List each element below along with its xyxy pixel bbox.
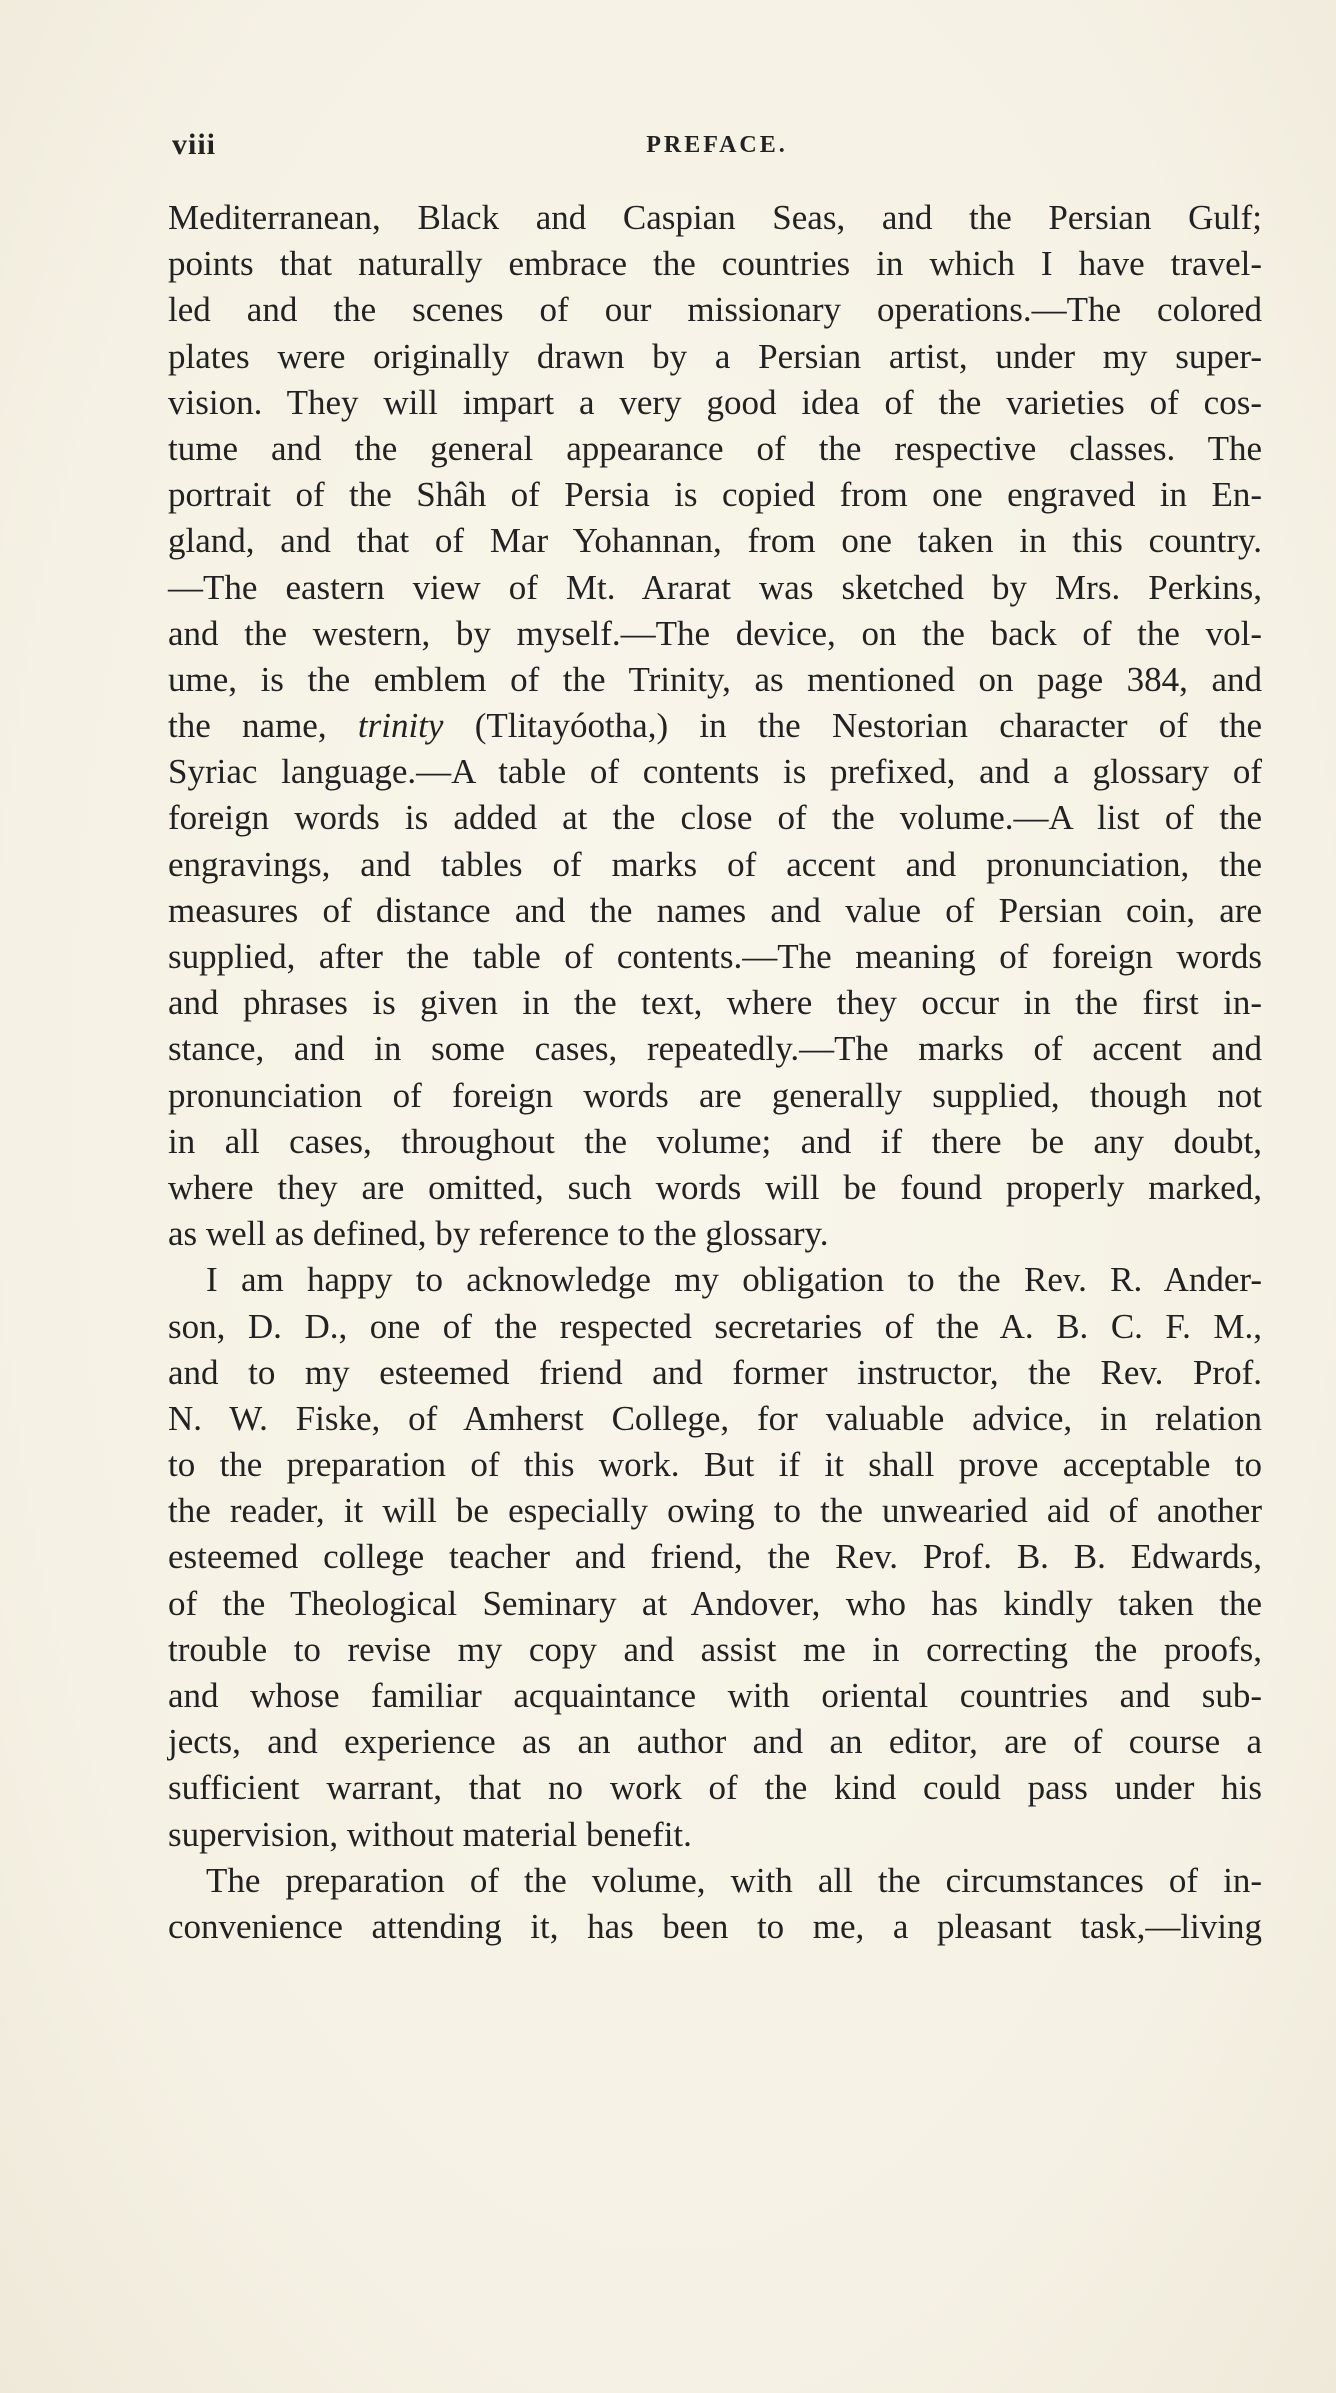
text-line: stance, and in some cases, repeatedly.—The marks of accent and bbox=[168, 1029, 1262, 1069]
text-line: foreign words is added at the close of the volume.—A list of the bbox=[168, 798, 1262, 838]
text-line: where they are omitted, such words will be found properly marked, bbox=[168, 1167, 1262, 1207]
text-line: the name, trinity (Tlitayóotha,) in the Nestorian character of the bbox=[168, 706, 1262, 746]
text-line: and whose familiar acquaintance with oriental countries and sub- bbox=[168, 1676, 1262, 1715]
text-line: Mediterranean, Black and Caspian Seas, and the Persian Gulf; bbox=[168, 198, 1262, 237]
paragraph bbox=[168, 1257, 1262, 1857]
running-title: PREFACE. bbox=[646, 132, 788, 158]
text-line: and to my esteemed friend and former instructor, the Rev. Prof. bbox=[168, 1352, 1262, 1392]
text-line: and the western, by myself.—The device, on the back of the vol- bbox=[168, 613, 1262, 653]
italic-word: trinity bbox=[357, 706, 444, 746]
text-line: in all cases, throughout the volume; and if there be any doubt, bbox=[168, 1121, 1262, 1161]
text-line: portrait of the Shâh of Persia is copied from one engraved in En- bbox=[168, 475, 1262, 515]
text-line: jects, and experience as an author and an editor, are of course a bbox=[168, 1722, 1262, 1762]
page-header bbox=[172, 128, 1262, 168]
text-line: engravings, and tables of marks of accent and pronunciation, the bbox=[168, 844, 1262, 884]
text-line: The preparation of the volume, with all the circumstances of in- bbox=[206, 1860, 1262, 1900]
text-line: trouble to revise my copy and assist me in correcting the proofs, bbox=[168, 1629, 1262, 1669]
text-line: supervision, without material benefit. bbox=[168, 1814, 692, 1854]
page-number: viii bbox=[172, 128, 217, 161]
text-line: as well as defined, by reference to the glossary. bbox=[168, 1214, 829, 1254]
text-line: Syriac language.—A table of contents is prefixed, and a glossary of bbox=[168, 752, 1262, 792]
text-line: led and the scenes of our missionary operations.—The colored bbox=[168, 290, 1262, 330]
text-line: sufficient warrant, that no work of the kind could pass under his bbox=[168, 1768, 1262, 1808]
text-line: I am happy to acknowledge my obligation to the Rev. R. Ander- bbox=[206, 1260, 1262, 1300]
text-line: to the preparation of this work. But if it shall prove acceptable to bbox=[168, 1445, 1262, 1485]
text-line: points that naturally embrace the countries in which I have travel- bbox=[168, 244, 1262, 284]
text-line: esteemed college teacher and friend, the Rev. Prof. B. B. Edwards, bbox=[168, 1537, 1262, 1577]
text-line: of the Theological Seminary at Andover, who has kindly taken the bbox=[168, 1583, 1262, 1623]
text-line: convenience attending it, has been to me, a pleasant task,—living bbox=[168, 1906, 1262, 1946]
text-line: measures of distance and the names and value of Persian coin, are bbox=[168, 890, 1262, 930]
text-line: plates were originally drawn by a Persian artist, under my super- bbox=[168, 336, 1262, 376]
paragraph bbox=[168, 1858, 1262, 1950]
text-line: son, D. D., one of the respected secretaries of the A. B. C. F. M., bbox=[168, 1306, 1262, 1346]
text-line: N. W. Fiske, of Amherst College, for valuable advice, in relation bbox=[168, 1398, 1262, 1438]
text-line: supplied, after the table of contents.—The meaning of foreign words bbox=[168, 937, 1262, 976]
text-line: tume and the general appearance of the respective classes. The bbox=[168, 428, 1262, 468]
text-line: gland, and that of Mar Yohannan, from one taken in this country. bbox=[168, 521, 1262, 561]
text-line: the reader, it will be especially owing to the unwearied aid of another bbox=[168, 1491, 1262, 1531]
body-text bbox=[168, 195, 1262, 1950]
text-line: vision. They will impart a very good idea of the varieties of cos- bbox=[168, 382, 1262, 422]
text-line: —The eastern view of Mt. Ararat was sketched by Mrs. Perkins, bbox=[168, 567, 1262, 607]
text-line: pronunciation of foreign words are generally supplied, though not bbox=[168, 1075, 1262, 1115]
text-line: ume, is the emblem of the Trinity, as mentioned on page 384, and bbox=[168, 659, 1262, 699]
paragraph bbox=[168, 195, 1262, 1257]
text-line: and phrases is given in the text, where they occur in the first in- bbox=[168, 983, 1262, 1023]
